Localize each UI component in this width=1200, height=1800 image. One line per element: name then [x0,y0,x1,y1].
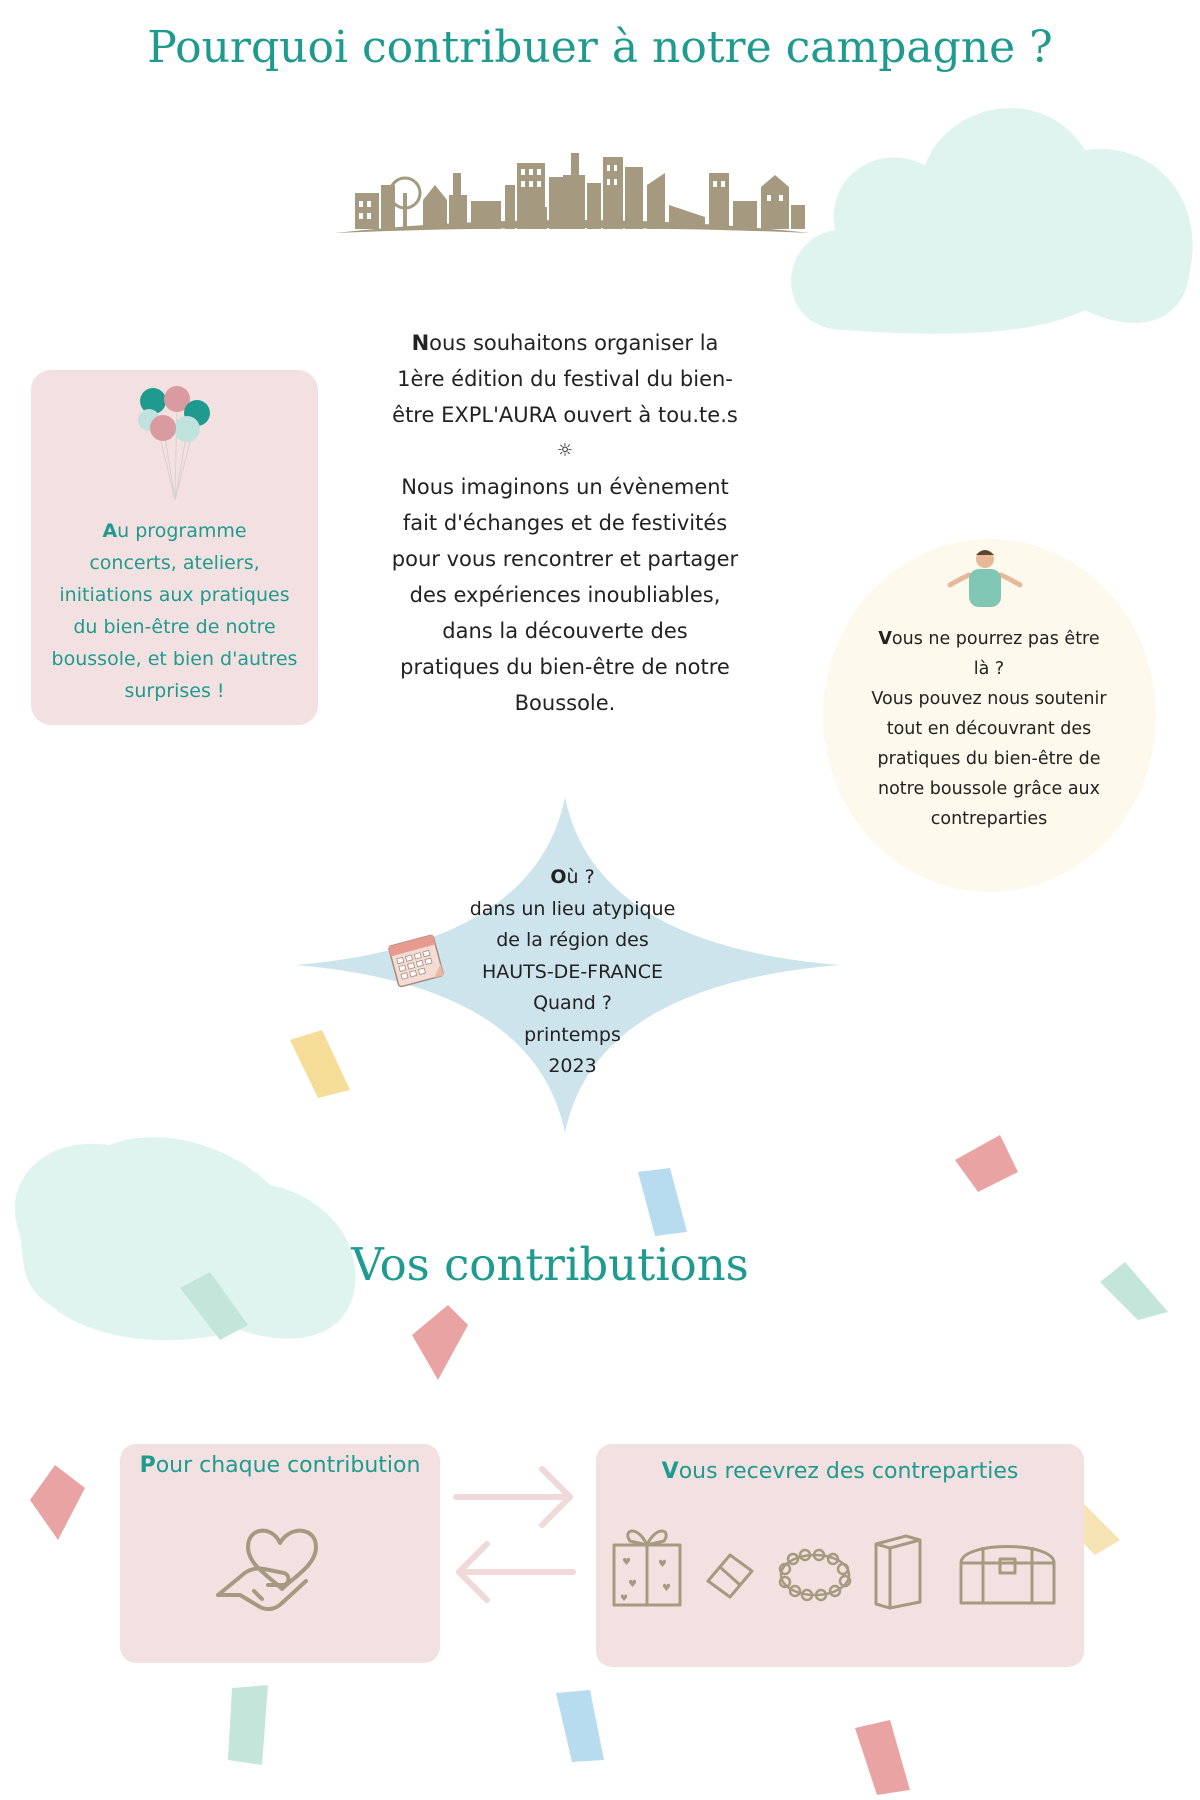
page-title: Pourquoi contribuer à notre campagne ? [147,22,1053,73]
contribution-card-title: Pour chaque contribution [139,1453,421,1478]
sun-icon: ☼ [556,440,574,461]
svg-text:♥: ♥ [622,1557,631,1568]
svg-text:♥: ♥ [662,1583,671,1594]
heart-hand-icon [210,1515,350,1625]
svg-text:♥: ♥ [628,1579,637,1590]
intro-text: Nous souhaitons organiser la 1ère édition du festival du bien- être EXPL'AURA ouvert à tou.te.s ☼ Nous imaginons un évènement fait d'échanges et de festivités pour vous rencontrer et partager des expériences inoubliables, dans la découverte des pratiques du bien-être de notre Boussole. [375,325,755,721]
treasure-chest-icon [955,1535,1060,1610]
where-text: Où ? dans un lieu atypique de la région des HAUTS-DE-FRANCE Quand ? printemps 2023 [469,866,676,1077]
bracelet-icon [775,1545,855,1605]
arrow-right-icon [452,1465,577,1530]
svg-text:♥: ♥ [658,1559,667,1570]
support-text: Vous ne pourrez pas être là ? Vous pouvez nous soutenir tout en découvrant des pratiques du bien-être de notre boussole grâce aux contreparties [871,629,1107,829]
arrow-left-icon [452,1540,577,1605]
book-icon [870,1530,925,1610]
program-text: Au programme concerts, ateliers, initiations aux pratiques du bien-être de notre boussole, et bien d'autres surprises ! [51,520,298,702]
rewards-card-title: Vous recevrez des contreparties [661,1459,1019,1484]
ticket-icon [700,1545,760,1605]
gift-icon [608,1515,688,1610]
svg-text:♥: ♥ [620,1594,629,1604]
contributions-title: Vos contributions [351,1238,749,1291]
